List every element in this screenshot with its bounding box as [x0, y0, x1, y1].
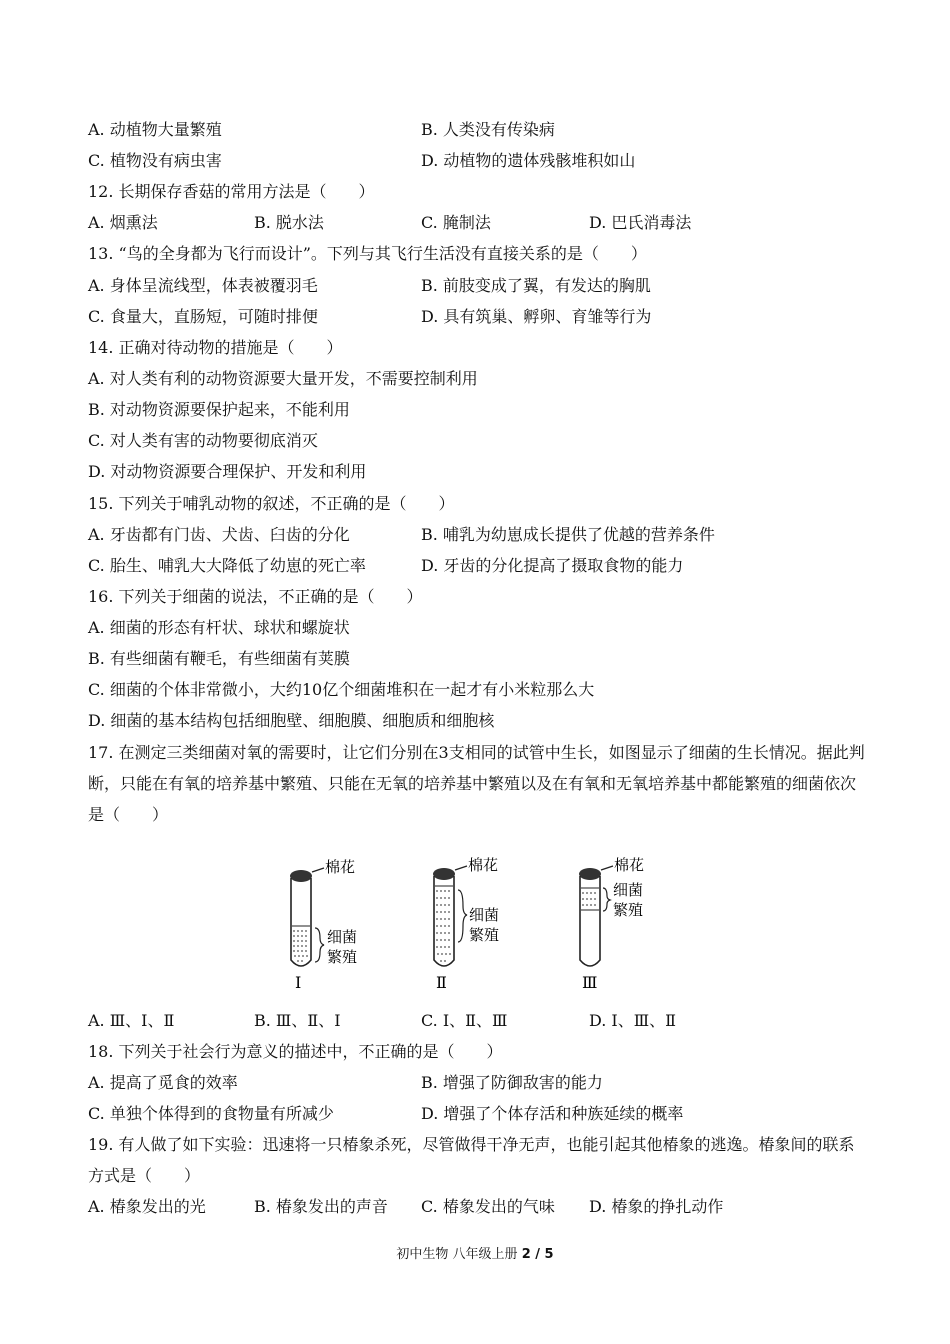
tube-iii-cotton-label: 棉花 — [614, 856, 645, 874]
q19-option-a: A. 椿象发出的光 — [88, 1197, 206, 1216]
footer-title: 初中生物 八年级上册 — [396, 1247, 522, 1262]
tube-i-bacteria-label-1: 细菌 — [327, 928, 358, 946]
tube-ii — [433, 856, 499, 992]
q18-option-a: A. 提高了觅食的效率 — [88, 1073, 238, 1092]
q17-option-d: D. Ⅰ、Ⅲ、Ⅱ — [589, 1011, 677, 1030]
page-number: 2 / 5 — [521, 1247, 554, 1262]
tube-ii-numeral: Ⅱ — [436, 973, 447, 992]
q16-option-d: D. 细菌的基本结构包括细胞壁、细胞膜、细胞质和细胞核 — [88, 711, 495, 730]
q14-option-a: A. 对人类有利的动物资源要大量开发，不需要控制利用 — [88, 369, 478, 388]
tube-ii-cotton-label: 棉花 — [468, 856, 499, 874]
q13-option-a: A. 身体呈流线型，体表被覆羽毛 — [88, 276, 318, 295]
q18-option-d: D. 增强了个体存活和种族延续的概率 — [421, 1104, 684, 1123]
q16-stem: 16. 下列关于细菌的说法，不正确的是（ ） — [88, 587, 423, 606]
q19-option-c: C. 椿象发出的气味 — [421, 1197, 555, 1216]
q15-option-d: D. 牙齿的分化提高了摄取食物的能力 — [421, 556, 684, 575]
q16-option-b: B. 有些细菌有鞭毛，有些细菌有荚膜 — [88, 649, 350, 668]
q15-stem: 15. 下列关于哺乳动物的叙述，不正确的是（ ） — [88, 494, 455, 513]
cotton-plug-icon — [290, 870, 312, 882]
q13-option-c: C. 食量大，直肠短，可随时排便 — [88, 307, 318, 326]
q14-option-c: C. 对人类有害的动物要彻底消灭 — [88, 431, 318, 450]
q17-option-c: C. Ⅰ、Ⅱ、Ⅲ — [421, 1011, 508, 1030]
tube-i-bacteria-label-2: 繁殖 — [327, 948, 358, 966]
q18-option-b: B. 增强了防御敌害的能力 — [421, 1073, 603, 1092]
q12-option-c: C. 腌制法 — [421, 213, 491, 232]
q19-option-b: B. 椿象发出的声音 — [254, 1197, 388, 1216]
tube-iii-bacteria-label-2: 繁殖 — [613, 901, 644, 919]
q17-stem: 17. 在测定三类细菌对氧的需要时，让它们分别在3支相同的试管中生长，如图显示了细菌的生长情况。据此判断，只能在有氧的培养基中繁殖、只能在无氧的培养基中繁殖以及在有氧和无氧培养基中都能繁殖的细菌依次是（ ） — [88, 743, 865, 824]
q17-option-b: B. Ⅲ、Ⅱ、Ⅰ — [254, 1011, 341, 1030]
page-footer — [0, 1246, 950, 1264]
q13-option-d: D. 具有筑巢、孵卵、育雏等行为 — [421, 307, 652, 326]
cotton-plug-icon — [579, 868, 601, 880]
cotton-plug-icon — [433, 868, 455, 880]
q18-stem: 18. 下列关于社会行为意义的描述中，不正确的是（ ） — [88, 1042, 503, 1061]
tube-i-numeral: Ⅰ — [295, 973, 302, 992]
q11-option-c: C. 植物没有病虫害 — [88, 151, 222, 170]
q11-option-b: B. 人类没有传染病 — [421, 120, 555, 139]
tube-ii-bacteria-label-2: 繁殖 — [469, 926, 500, 944]
tube-iii — [579, 856, 644, 992]
q11-option-d: D. 动植物的遗体残骸堆积如山 — [421, 151, 636, 170]
q11-option-a: A. 动植物大量繁殖 — [88, 120, 222, 139]
q12-option-d: D. 巴氏消毒法 — [589, 213, 692, 232]
tube-iii-numeral: Ⅲ — [582, 973, 598, 992]
q16-option-c: C. 细菌的个体非常微小，大约10亿个细菌堆积在一起才有小米粒那么大 — [88, 680, 595, 699]
q15-option-c: C. 胎生、哺乳大大降低了幼崽的死亡率 — [88, 556, 366, 575]
q18-option-c: C. 单独个体得到的食物量有所减少 — [88, 1104, 334, 1123]
q17-test-tube-figure — [270, 848, 670, 998]
q13-stem: 13. “鸟的全身都为飞行而设计”。下列与其飞行生活没有直接关系的是（ ） — [88, 244, 647, 263]
q19-option-d: D. 椿象的挣扎动作 — [589, 1197, 724, 1216]
tube-i — [290, 858, 357, 992]
q12-option-a: A. 烟熏法 — [88, 213, 158, 232]
q13-option-b: B. 前肢变成了翼，有发达的胸肌 — [421, 276, 651, 295]
q19-stem: 19. 有人做了如下实验：迅速将一只椿象杀死，尽管做得干净无声，也能引起其他椿象的逃逸。椿象间的联系方式是（ ） — [88, 1135, 855, 1185]
q15-option-a: A. 牙齿都有门齿、犬齿、臼齿的分化 — [88, 525, 350, 544]
q14-option-d: D. 对动物资源要合理保护、开发和利用 — [88, 462, 367, 481]
q16-option-a: A. 细菌的形态有杆状、球状和螺旋状 — [88, 618, 350, 637]
q14-option-b: B. 对动物资源要保护起来，不能利用 — [88, 400, 350, 419]
tube-ii-bacteria-label-1: 细菌 — [469, 906, 500, 924]
q17-option-a: A. Ⅲ、Ⅰ、Ⅱ — [88, 1011, 175, 1030]
q14-stem: 14. 正确对待动物的措施是（ ） — [88, 338, 343, 357]
q15-option-b: B. 哺乳为幼崽成长提供了优越的营养条件 — [421, 525, 715, 544]
q12-option-b: B. 脱水法 — [254, 213, 324, 232]
tube-i-cotton-label: 棉花 — [325, 858, 356, 876]
tube-iii-bacteria-label-1: 细菌 — [613, 881, 644, 899]
q12-stem: 12. 长期保存香菇的常用方法是（ ） — [88, 182, 375, 201]
